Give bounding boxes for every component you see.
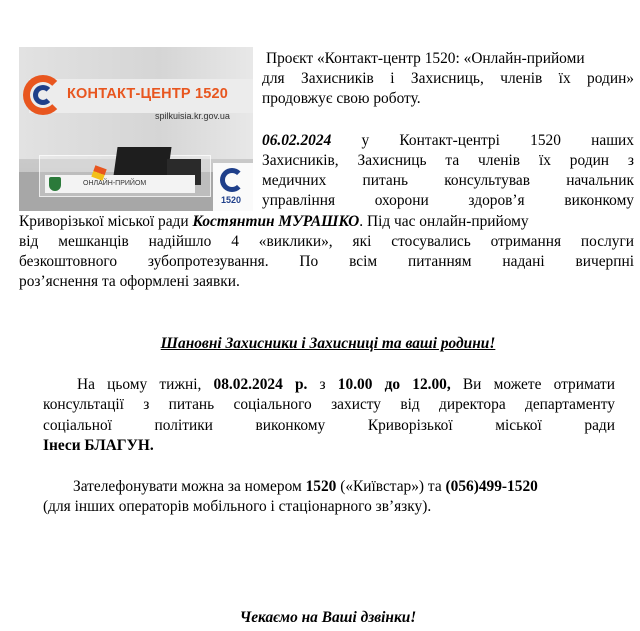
contact-center-photo: [19, 47, 253, 211]
card-logo-icon: [220, 168, 244, 192]
closing-line: Чекаємо на Ваші дзвінки!: [239, 609, 417, 626]
consultation-time: 10.00 до 12.00,: [337, 376, 451, 393]
intro-line-1: Проєкт «Контакт-центр 1520: «Онлайн-прийоми: [266, 50, 585, 67]
report-line-2: Захисників, Захисниць та членів їх родин з: [262, 152, 634, 169]
report-line-8: роз’яснення та оформлені заявки.: [19, 273, 240, 290]
announcement-line-3: соціальної політики виконкому Криворізької міської ради: [43, 417, 615, 434]
director-name: Інеси БЛАГУН.: [43, 437, 154, 454]
report-date: 06.02.2024: [262, 132, 332, 149]
photo-brand-text: КОНТАКТ-ЦЕНТР 1520: [67, 86, 229, 102]
photo-site-text: spilkuisia.kr.gov.ua: [155, 111, 230, 121]
contact-line-1: Зателефонувати можна за номером 1520 («Київстар») та (056)499-1520: [73, 478, 538, 495]
announcement-line-1: На цьому тижні, 08.02.2024 р. з 10.00 до 12.00, Ви можете отримати: [77, 376, 615, 393]
consultation-date: 08.02.2024 р.: [213, 376, 308, 393]
photo-plate-text: ОНЛАЙН-ПРИЙОМ: [45, 175, 195, 193]
report-line-5: Криворізької міської ради Костянтин МУРАШКО. Під час онлайн-прийому: [19, 213, 529, 230]
announcement-line-2: консультації з питань соціального захисту від директора департаменту: [43, 396, 615, 413]
photo-card-number: 1520: [221, 195, 242, 205]
phone-number-city: (056)499-1520: [445, 478, 538, 495]
report-line-6: від мешканців надійшло 4 «виклики», які стосувались отримання послуги: [19, 233, 634, 250]
contact-line-2: (для інших операторів мобільного і стаціонарного зв’язку).: [43, 498, 432, 515]
report-line-1: 06.02.2024 у Контакт-центрі 1520 наших: [262, 132, 634, 149]
city-crest-icon: [49, 177, 61, 191]
report-line-7: безкоштовного зубопротезування. По всім питанням надані вичерпні: [19, 253, 634, 270]
official-name: Костянтин МУРАШКО: [192, 213, 360, 230]
report-line-4: управління охорони здоров’я виконкому: [262, 192, 634, 209]
report-line-3: медичних питань консультував начальник: [262, 172, 634, 189]
phone-number-1520: 1520: [305, 478, 337, 495]
intro-line-2: для Захисників і Захисниць, членів їх родин»: [262, 70, 634, 87]
intro-line-3: продовжує свою роботу.: [262, 90, 421, 107]
greeting-heading: Шановні Захисники і Захисниці та ваші родини!: [160, 335, 496, 352]
